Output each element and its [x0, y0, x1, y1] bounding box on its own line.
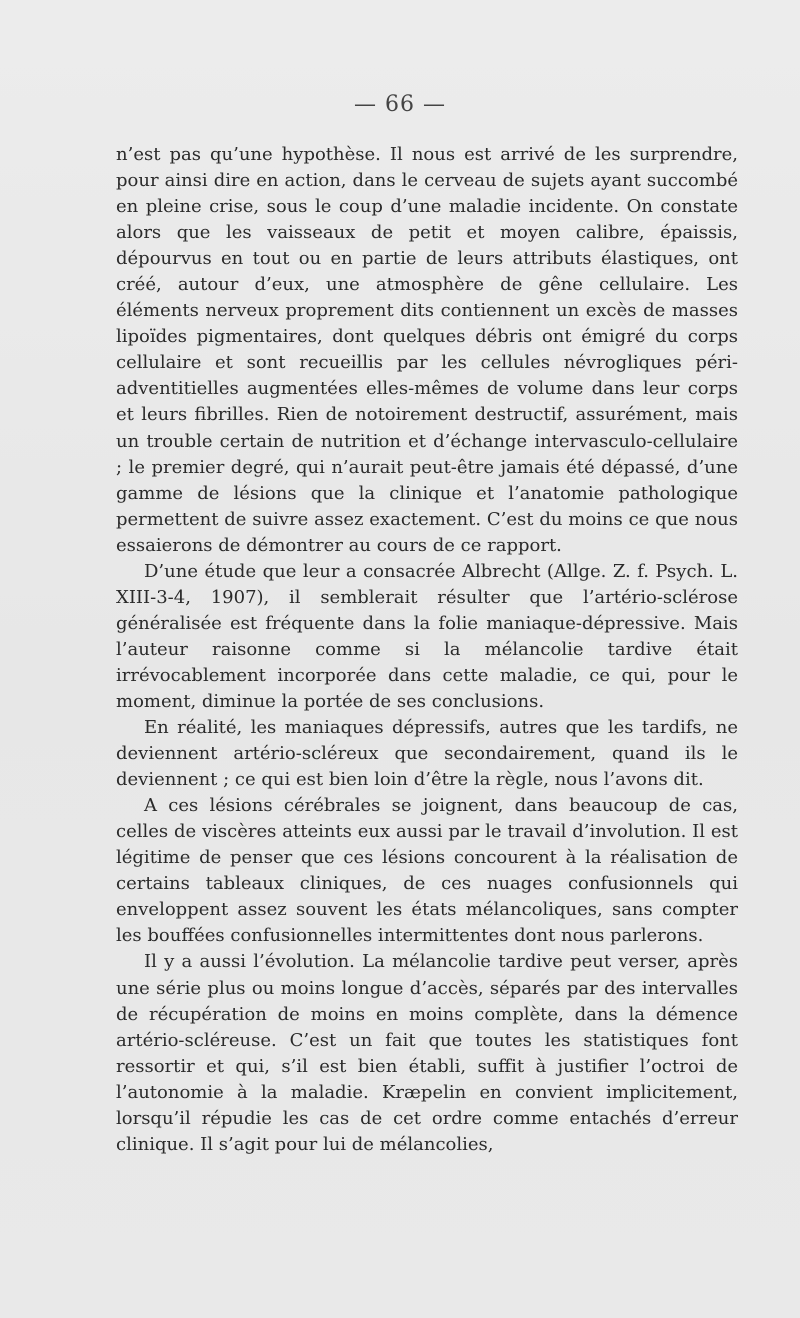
- paragraph-3: En réalité, les maniaques dépressifs, autres que les tardifs, ne deviennent artério-scléreux que secondairement, quand ils le deviennent ; ce qui est bien loin d’être la règle, nous l’avons dit.: [116, 717, 738, 791]
- paragraph-1: n’est pas qu’une hypothèse. Il nous est arrivé de les surprendre, pour ainsi dire en action, dans le cerveau de sujets ayant succombé en pleine crise, sous le coup d’une maladie incidente. On constate alors que les vaisseaux de petit et moyen calibre, épaissis, dépourvus en tout ou en partie de leurs attributs élastiques, ont créé, autour d’eux, une atmosphère de gêne cellulaire. Les éléments nerveux proprement dits contiennent un excès de masses lipoïdes pigmentaires, dont quelques débris ont émigré du corps cellulaire et sont recueillis par les cellules névrogliques péri-adventitielles augmentées elles-mêmes de volume dans leur corps et leurs fibrilles. Rien de notoirement destructif, assurément, mais un trouble certain de nutrition et d’échange intervasculo-cellulaire ; le premier degré, qui n’aurait peut-être jamais été dépassé, d’une gamme de lésions que la clinique et l’anatomie pathologique permettent de suivre assez exactement. C’est du moins ce que nous essaierons de démontrer au cours de ce rapport.: [116, 144, 738, 556]
- paragraph-5: Il y a aussi l’évolution. La mélancolie tardive peut verser, après une série plus ou moins longue d’accès, séparés par des intervalles de récupération de moins en moins complète, dans la démence artério-scléreuse. C’est un fait que toutes les statistiques font ressortir et qui, s’il est bien établi, suffit à justifier l’octroi de l’autonomie à la maladie. Kræpelin en convient implicitement, lorsqu’il répudie les cas de cet ordre comme entachés d’erreur clinique. Il s’agit pour lui de mélancolies,: [116, 951, 738, 1155]
- body-text: [116, 142, 738, 1158]
- paragraph-4: A ces lésions cérébrales se joignent, dans beaucoup de cas, celles de viscères atteints eux aussi par le travail d’involution. Il est légitime de penser que ces lésions concourent à la réalisation de certains tableaux cliniques, de ces nuages confusionnels qui enveloppent assez souvent les états mélancoliques, sans compter les bouffées confusionnelles intermittentes dont nous parlerons.: [116, 795, 738, 947]
- paragraph-2: D’une étude que leur a consacrée Albrecht (Allge. Z. f. Psych. L. XIII-3-4, 1907), il semblerait résulter que l’artério-sclérose généralisée est fréquente dans la folie maniaque-dépressive. Mais l’auteur raisonne comme si la mélancolie tardive était irrévocablement incorporée dans cette maladie, ce qui, pour le moment, diminue la portée de ses conclusions.: [116, 560, 738, 712]
- page-number: — 66 —: [354, 92, 446, 117]
